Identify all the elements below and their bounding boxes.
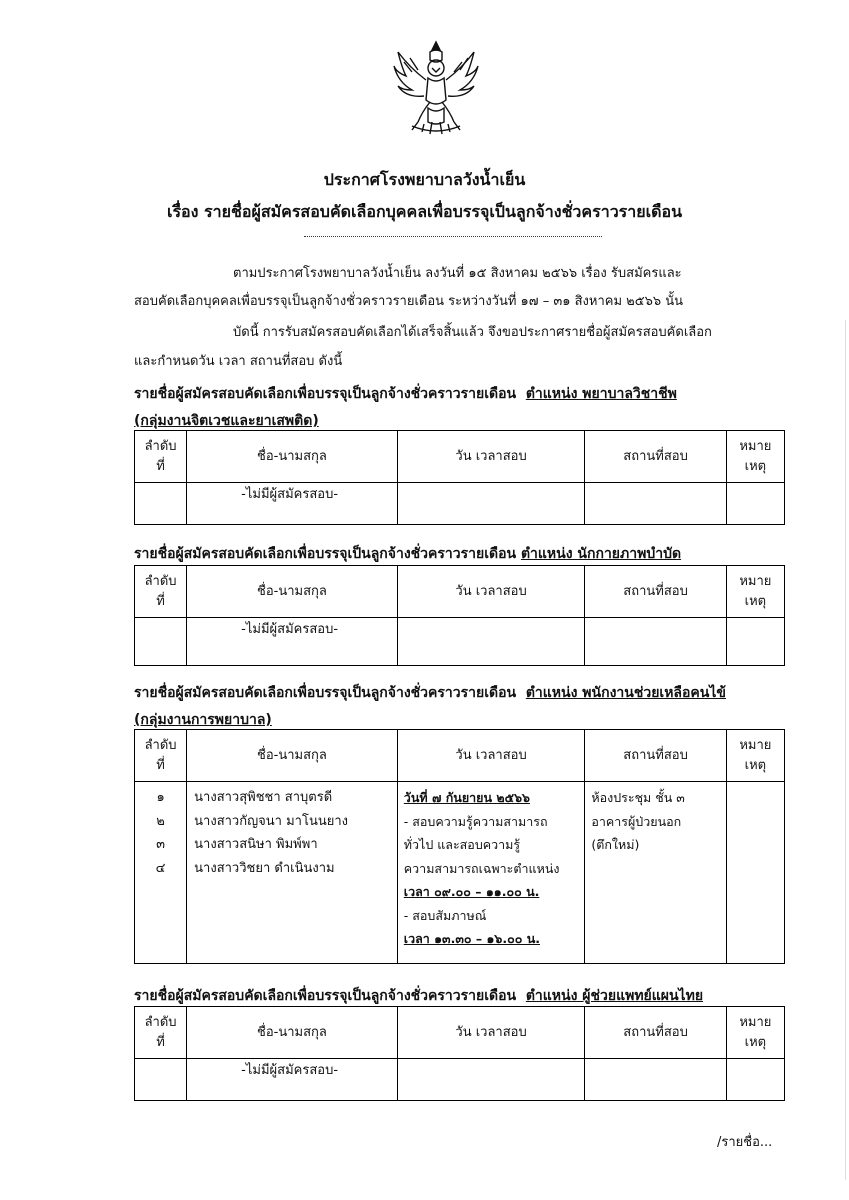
candidate-table <box>134 729 785 964</box>
intro-line: บัดนี้ การรับสมัครสอบคัดเลือกได้เสร็จสิ้นแล้ว จึงขอประกาศรายชื่อผู้สมัครสอบคัดเลือก <box>233 325 712 340</box>
col-remark: หมาย เหตุ <box>726 730 784 782</box>
table-row <box>135 1059 785 1101</box>
page-edge <box>845 320 846 1180</box>
section-heading <box>134 985 703 1007</box>
exam-time: เวลา ๑๓.๓๐ – ๑๖.๐๐ น. <box>403 931 540 946</box>
place-line: อาคารผู้ป่วยนอก <box>591 813 682 829</box>
col-datetime: วัน เวลาสอบ <box>397 431 585 483</box>
section-prefix: รายชื่อผู้สมัครสอบคัดเลือกเพื่อบรรจุเป็นลูกจ้างชั่วคราวรายเดือน <box>134 386 517 402</box>
table-header-row <box>135 566 785 618</box>
exam-date: วันที่ ๗ กันยายน ๒๕๖๖ <box>403 790 530 805</box>
no-candidate-text: -ไม่มีผู้สมัครสอบ- <box>241 1063 339 1078</box>
document-title: ประกาศโรงพยาบาลวังน้ำเย็น <box>323 170 526 189</box>
candidate-numbers <box>135 782 187 964</box>
list-item-no: ๓ <box>156 837 166 852</box>
list-item-no: ๑ <box>156 790 165 805</box>
section-heading <box>134 682 726 704</box>
table-row <box>135 483 785 525</box>
col-no: ลำดับ ที่ <box>135 730 187 782</box>
table-header-row <box>135 431 785 483</box>
col-name: ชื่อ-นามสกุล <box>187 1007 398 1059</box>
section-group: (กลุ่มงานจิตเวชและยาเสพติด) <box>134 413 319 429</box>
col-remark: หมาย เหตุ <box>726 431 784 483</box>
table-row <box>135 618 785 666</box>
section-heading <box>134 543 681 565</box>
section-position: ตำแหน่ง นักกายภาพบำบัด <box>520 546 682 562</box>
section-position: ตำแหน่ง ผู้ช่วยแพทย์แผนไทย <box>525 988 704 1004</box>
garuda-emblem-icon <box>392 38 480 138</box>
list-item-no: ๔ <box>155 860 166 876</box>
schedule-line: - สอบความรู้ความสามารถ <box>403 813 548 829</box>
section-group: (กลุ่มงานการพยาบาล) <box>134 712 272 728</box>
col-no: ลำดับ ที่ <box>135 566 187 618</box>
place-line: ห้องประชุม ชั้น ๓ <box>591 790 685 805</box>
table-row <box>135 782 785 964</box>
col-name: ชื่อ-นามสกุล <box>187 431 398 483</box>
section-prefix: รายชื่อผู้สมัครสอบคัดเลือกเพื่อบรรจุเป็นลูกจ้างชั่วคราวรายเดือน <box>134 685 517 701</box>
candidate-table <box>134 430 785 525</box>
no-candidate-text: -ไม่มีผู้สมัครสอบ- <box>241 622 339 637</box>
col-datetime: วัน เวลาสอบ <box>397 566 585 618</box>
place-line: (ตึกใหม่) <box>591 837 640 852</box>
col-place: สถานที่สอบ <box>585 431 726 483</box>
col-place: สถานที่สอบ <box>585 566 726 618</box>
col-place: สถานที่สอบ <box>585 1007 726 1059</box>
col-no: ลำดับ ที่ <box>135 1007 187 1059</box>
list-item-name: นางสาววิชยา ดำเนินงาม <box>194 860 335 876</box>
section-prefix: รายชื่อผู้สมัครสอบคัดเลือกเพื่อบรรจุเป็นลูกจ้างชั่วคราวรายเดือน <box>134 988 517 1004</box>
schedule-line: ทั่วไป และสอบความรู้ <box>403 837 521 852</box>
exam-time: เวลา ๐๙.๐๐ – ๑๑.๐๐ น. <box>403 884 540 899</box>
table-header-row <box>135 1007 785 1059</box>
list-item-name: นางสาวกัญจนา มาโนนยาง <box>194 813 348 829</box>
list-item-name: นางสาวสุพิชชา สาบุตรดี <box>194 790 333 805</box>
exam-schedule <box>397 782 585 964</box>
col-no: ลำดับ ที่ <box>135 431 187 483</box>
intro-line: และกำหนดวัน เวลา สถานที่สอบ ดังนี้ <box>134 354 343 369</box>
section-position: ตำแหน่ง พนักงานช่วยเหลือคนไข้ <box>525 685 726 701</box>
candidate-table <box>134 565 785 666</box>
candidate-table <box>134 1006 785 1101</box>
section-heading <box>134 383 677 405</box>
continuation-note: /รายชื่อ... <box>717 1135 773 1150</box>
list-item-name: นางสาวสนิษา พิมพ์พา <box>194 837 318 852</box>
intro-line: สอบคัดเลือกบุคคลเพื่อบรรจุเป็นลูกจ้างชั่วคราวรายเดือน ระหว่างวันที่ ๑๗ – ๓๑ สิงหาคม ๒๕๖๖ นั้น <box>134 294 683 309</box>
document-subject: เรื่อง รายชื่อผู้สมัครสอบคัดเลือกบุคคลเพื่อบรรจุเป็นลูกจ้างชั่วคราวรายเดือน <box>166 202 683 221</box>
section-prefix: รายชื่อผู้สมัครสอบคัดเลือกเพื่อบรรจุเป็นลูกจ้างชั่วคราวรายเดือน <box>134 546 517 562</box>
col-remark: หมาย เหตุ <box>726 566 784 618</box>
schedule-line: - สอบสัมภาษณ์ <box>403 907 487 923</box>
divider <box>304 236 602 237</box>
col-datetime: วัน เวลาสอบ <box>397 1007 585 1059</box>
exam-place <box>585 782 726 964</box>
schedule-line: ความสามารถเฉพาะตำแหน่ง <box>403 860 560 876</box>
col-place: สถานที่สอบ <box>585 730 726 782</box>
candidate-names <box>187 782 398 964</box>
col-name: ชื่อ-นามสกุล <box>187 730 398 782</box>
intro-line: ตามประกาศโรงพยาบาลวังน้ำเย็น ลงวันที่ ๑๕ สิงหาคม ๒๕๖๖ เรื่อง รับสมัครและ <box>233 266 682 281</box>
no-candidate-text: -ไม่มีผู้สมัครสอบ- <box>241 487 339 502</box>
col-remark: หมาย เหตุ <box>726 1007 784 1059</box>
list-item-no: ๒ <box>156 813 165 829</box>
col-datetime: วัน เวลาสอบ <box>397 730 585 782</box>
table-header-row <box>135 730 785 782</box>
col-name: ชื่อ-นามสกุล <box>187 566 398 618</box>
section-position: ตำแหน่ง พยาบาลวิชาชีพ <box>525 386 677 402</box>
